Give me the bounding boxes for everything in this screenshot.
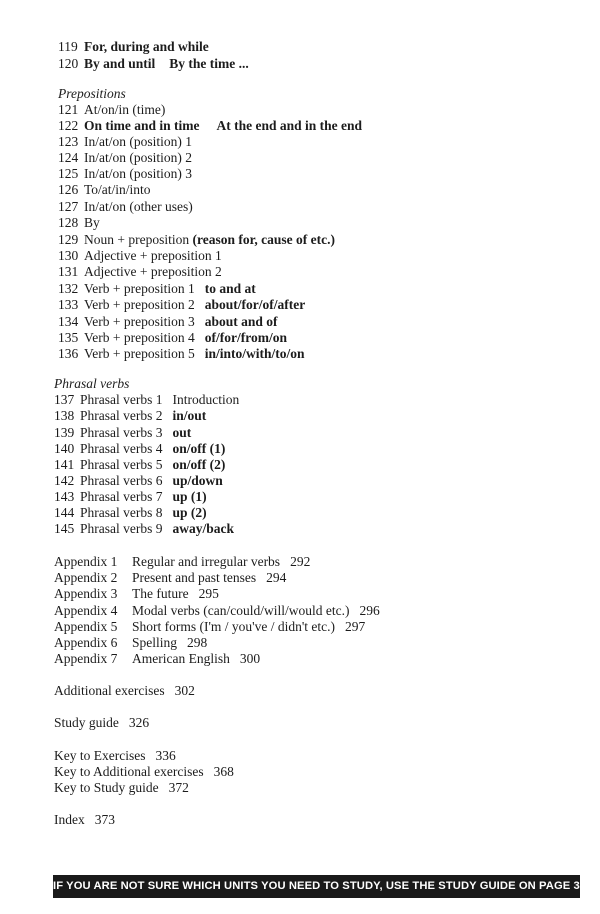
unit-entry <box>54 457 225 473</box>
index-entry <box>54 812 115 828</box>
entry-page: 326 <box>128 715 150 730</box>
unit-entry <box>54 441 225 457</box>
unit-detail: up (2) <box>172 505 207 520</box>
unit-number: 133 <box>58 297 79 312</box>
unit-detail: Introduction <box>172 392 240 407</box>
unit-number: 138 <box>54 408 75 423</box>
unit-detail: about and of <box>204 314 278 329</box>
entry-title: Study guide <box>54 715 119 730</box>
entry-page: 372 <box>168 780 189 795</box>
unit-number: 129 <box>58 232 79 247</box>
appendix-page: 295 <box>198 586 219 601</box>
unit-entry <box>58 264 222 280</box>
unit-entry <box>58 150 192 166</box>
appendix-entry <box>54 554 310 570</box>
unit-number: 135 <box>58 330 79 345</box>
key-entry <box>54 764 234 780</box>
unit-number: 131 <box>58 264 79 279</box>
study-guide-entry <box>54 715 149 731</box>
unit-number: 140 <box>54 441 75 456</box>
unit-entry <box>58 346 305 362</box>
appendix-page: 297 <box>345 619 366 634</box>
unit-detail: on/off (2) <box>172 457 226 472</box>
entry-title: Key to Exercises <box>54 748 146 763</box>
unit-detail: By the time ... <box>169 56 249 71</box>
unit-number: 119 <box>58 39 78 54</box>
appendix-entry <box>54 603 380 619</box>
unit-title: In/at/on (other uses) <box>84 199 193 214</box>
unit-number: 134 <box>58 314 79 329</box>
unit-number: 121 <box>58 102 79 117</box>
entry-title: Index <box>54 812 85 827</box>
appendix-title: American English <box>132 651 230 666</box>
unit-entry <box>58 199 193 215</box>
unit-entry <box>58 134 192 150</box>
unit-entry <box>58 330 287 346</box>
unit-number: 144 <box>54 505 75 520</box>
appendix-label: Appendix 2 <box>54 570 118 585</box>
appendix-title: Spelling <box>132 635 178 650</box>
unit-number: 139 <box>54 425 75 440</box>
unit-title: Phrasal verbs 9 <box>80 521 163 536</box>
unit-entry <box>54 473 223 489</box>
unit-detail: up (1) <box>172 489 207 504</box>
unit-number: 128 <box>58 215 79 230</box>
appendix-title: Modal verbs (can/could/will/would etc.) <box>132 603 350 618</box>
unit-entry <box>58 314 278 330</box>
unit-entry <box>54 408 206 424</box>
unit-title: Phrasal verbs 8 <box>80 505 163 520</box>
entry-title: Additional exercises <box>54 683 165 698</box>
unit-title: Adjective + preposition 2 <box>84 264 222 279</box>
appendix-page: 300 <box>239 651 261 666</box>
key-entry <box>54 780 189 796</box>
unit-detail: in/out <box>172 408 207 423</box>
appendix-entry <box>54 586 219 602</box>
unit-title: Phrasal verbs 6 <box>80 473 163 488</box>
entry-page: 302 <box>174 683 195 698</box>
unit-detail: away/back <box>172 521 234 536</box>
unit-number: 127 <box>58 199 79 214</box>
appendix-title: The future <box>132 586 189 601</box>
entry-page: 368 <box>213 764 234 779</box>
appendix-entry <box>54 619 365 635</box>
unit-title: Phrasal verbs 3 <box>80 425 163 440</box>
appendix-label: Appendix 4 <box>54 603 118 618</box>
unit-detail: in/into/with/to/on <box>204 346 305 361</box>
unit-number: 120 <box>58 56 79 71</box>
unit-title: Phrasal verbs 2 <box>80 408 163 423</box>
unit-entry <box>54 521 234 537</box>
entry-title: Key to Study guide <box>54 780 159 795</box>
unit-detail: (reason for, cause of etc.) <box>192 232 335 247</box>
unit-entry <box>58 232 335 248</box>
unit-title: Phrasal verbs 5 <box>80 457 163 472</box>
appendix-label: Appendix 6 <box>54 635 118 650</box>
unit-title: By <box>84 215 100 230</box>
unit-number: 136 <box>58 346 79 361</box>
appendix-entry <box>54 635 207 651</box>
unit-detail: up/down <box>172 473 223 488</box>
unit-entry <box>54 425 191 441</box>
unit-entry <box>58 39 209 55</box>
unit-number: 125 <box>58 166 79 181</box>
unit-title: In/at/on (position) 2 <box>84 150 192 165</box>
additional-exercises-entry <box>54 683 195 699</box>
entry-page: 336 <box>155 748 176 763</box>
unit-entry <box>58 166 192 182</box>
appendix-entry <box>54 570 286 586</box>
unit-number: 126 <box>58 182 79 197</box>
unit-entry <box>58 281 256 297</box>
unit-number: 122 <box>58 118 79 133</box>
unit-title: Phrasal verbs 7 <box>80 489 163 504</box>
unit-title: Verb + preposition 1 <box>84 281 195 296</box>
unit-entry <box>58 297 305 313</box>
unit-number: 123 <box>58 134 79 149</box>
unit-entry <box>54 505 207 521</box>
section-heading-prepositions: Prepositions <box>58 86 126 101</box>
unit-detail: At the end and in the end <box>216 118 363 133</box>
unit-title: For, during and while <box>84 39 209 54</box>
appendix-label: Appendix 1 <box>54 554 118 569</box>
appendix-entry <box>54 651 260 667</box>
unit-title: To/at/in/into <box>84 182 151 197</box>
appendix-title: Regular and irregular verbs <box>132 554 281 569</box>
appendix-title: Present and past tenses <box>132 570 257 585</box>
unit-number: 141 <box>54 457 75 472</box>
unit-title: By and until <box>84 56 156 71</box>
unit-entry <box>58 215 100 231</box>
unit-number: 142 <box>54 473 75 488</box>
appendix-title: Short forms (I'm / you've / didn't etc.) <box>132 619 336 634</box>
appendix-label: Appendix 7 <box>54 651 118 666</box>
appendix-page: 292 <box>290 554 311 569</box>
unit-title: Verb + preposition 3 <box>84 314 195 329</box>
unit-number: 143 <box>54 489 75 504</box>
appendix-page: 296 <box>359 603 380 618</box>
entry-page: 373 <box>94 812 115 827</box>
unit-title: At/on/in (time) <box>84 102 166 117</box>
unit-entry <box>54 489 207 505</box>
unit-detail: out <box>172 425 192 440</box>
unit-title: Verb + preposition 5 <box>84 346 195 361</box>
entry-title: Key to Additional exercises <box>54 764 204 779</box>
unit-detail: to and at <box>204 281 256 296</box>
unit-title: In/at/on (position) 3 <box>84 166 192 181</box>
unit-entry <box>58 102 165 118</box>
unit-title: In/at/on (position) 1 <box>84 134 192 149</box>
unit-number: 124 <box>58 150 79 165</box>
unit-number: 145 <box>54 521 75 536</box>
unit-number: 130 <box>58 248 79 263</box>
unit-entry <box>54 392 239 408</box>
unit-entry <box>58 118 362 134</box>
appendix-page: 298 <box>187 635 208 650</box>
appendix-label: Appendix 5 <box>54 619 118 634</box>
appendix-page: 294 <box>266 570 287 585</box>
unit-title: Phrasal verbs 4 <box>80 441 163 456</box>
unit-detail: of/for/from/on <box>204 330 287 345</box>
unit-title: On time and in time <box>84 118 200 133</box>
appendix-label: Appendix 3 <box>54 586 118 601</box>
unit-number: 132 <box>58 281 79 296</box>
unit-title: Verb + preposition 4 <box>84 330 195 345</box>
unit-entry <box>58 248 222 264</box>
unit-entry <box>58 182 151 198</box>
unit-title: Noun + preposition <box>84 232 190 247</box>
section-heading-phrasal-verbs: Phrasal verbs <box>54 376 130 391</box>
unit-detail: on/off (1) <box>172 441 226 456</box>
unit-title: Adjective + preposition 1 <box>84 248 222 263</box>
unit-detail: about/for/of/after <box>204 297 306 312</box>
unit-title: Phrasal verbs 1 <box>80 392 163 407</box>
key-entry <box>54 748 176 764</box>
unit-title: Verb + preposition 2 <box>84 297 195 312</box>
unit-entry <box>58 56 249 72</box>
unit-number: 137 <box>54 392 75 407</box>
study-guide-notice-banner: IF YOU ARE NOT SURE WHICH UNITS YOU NEED TO STUDY, USE THE STUDY GUIDE ON PAGE 326. <box>53 875 580 898</box>
